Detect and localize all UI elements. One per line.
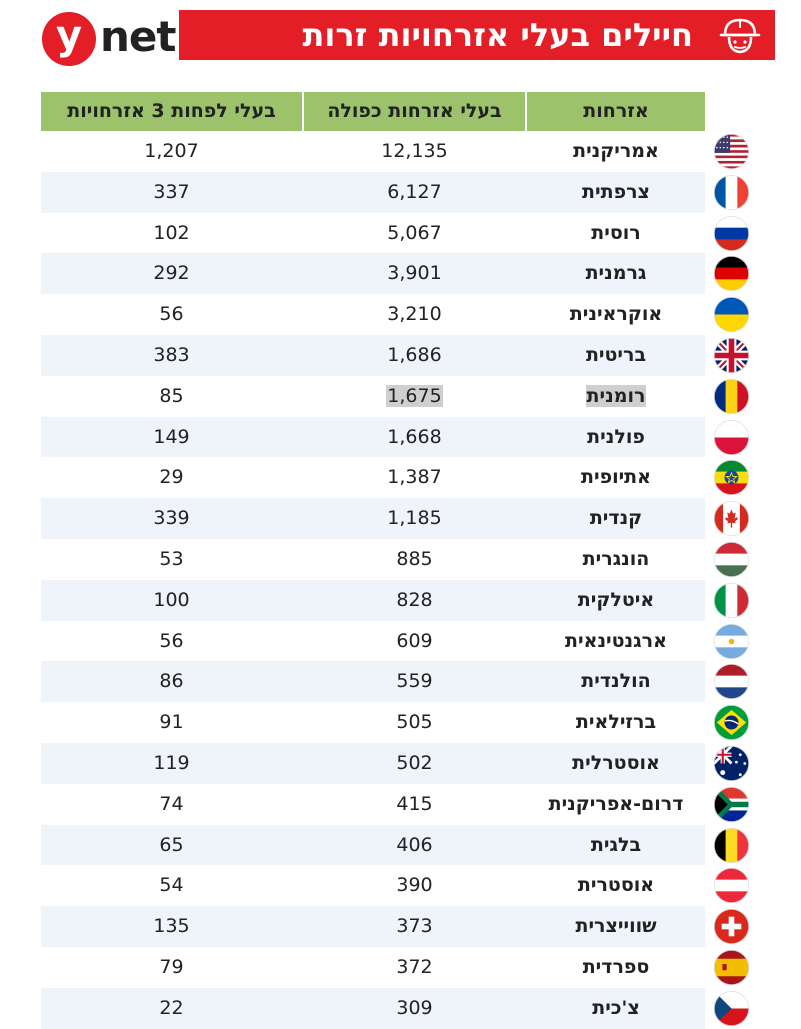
cell-dual-value: 885 (396, 547, 433, 570)
cell-dual-value: 406 (396, 833, 433, 856)
table-row (41, 661, 759, 702)
cell-citizenship-value: דרום-אפריקנית (548, 792, 684, 815)
table-row (41, 743, 759, 784)
table-body (41, 131, 759, 1029)
cell-dual-value: 1,668 (387, 425, 442, 448)
cell-dual (304, 947, 525, 988)
flag-germany-icon (714, 256, 749, 291)
cell-citizenship-value: רומנית (586, 384, 646, 407)
cell-three-plus: 29 (159, 466, 184, 489)
flag-argentina-icon (714, 624, 749, 659)
table-row (41, 335, 759, 376)
table-row (41, 253, 759, 294)
table-row (41, 580, 759, 621)
cell-citizenship (527, 906, 705, 947)
cell-citizenship-value: צ'כית (592, 996, 640, 1019)
cell-dual-value: 1,185 (387, 507, 442, 530)
cell-three-plus: 100 (153, 588, 190, 611)
flag-ukraine-icon (714, 297, 749, 332)
cell-dual-value: 6,127 (387, 180, 442, 203)
flag-ethiopia-icon (714, 460, 749, 495)
cell-dual (304, 906, 525, 947)
header-three-plus-citizenships: בעלי לפחות 3 אזרחויות (41, 92, 302, 131)
flag-canada-icon (714, 501, 749, 536)
cell-three-plus: 56 (159, 303, 184, 326)
title-banner (179, 10, 775, 60)
ynet-logo[interactable] (40, 6, 176, 68)
cell-three-plus: 1,207 (144, 140, 199, 162)
cell-citizenship (527, 988, 705, 1029)
cell-citizenship-value: ספרדית (582, 955, 650, 978)
cell-citizenship (527, 702, 705, 743)
cell-citizenship (527, 172, 705, 213)
cell-dual (304, 580, 525, 621)
cell-citizenship (527, 661, 705, 702)
cell-citizenship-value: שווייצרית (575, 915, 657, 938)
flag-netherlands-icon (714, 664, 749, 699)
cell-citizenship (527, 253, 705, 294)
flag-belgium-icon (714, 828, 749, 863)
cell-citizenship (527, 825, 705, 866)
cell-dual-value: 505 (396, 711, 433, 734)
cell-three-plus: 119 (153, 751, 190, 774)
cell-dual (304, 376, 525, 417)
cell-dual (304, 865, 525, 906)
cell-dual (304, 457, 525, 498)
table-row (41, 906, 759, 947)
flag-czech-icon (714, 991, 749, 1026)
cell-dual (304, 253, 525, 294)
cell-three-plus: 383 (153, 343, 190, 366)
cell-dual-value: 12,135 (381, 140, 448, 162)
cell-three-plus: 135 (153, 915, 190, 938)
cell-citizenship (527, 335, 705, 376)
cell-citizenship (527, 865, 705, 906)
cell-dual (304, 784, 525, 825)
cell-citizenship (527, 621, 705, 662)
table-row (41, 213, 759, 254)
table-row (41, 539, 759, 580)
flag-poland-icon (714, 420, 749, 455)
cell-citizenship-value: אוסטרלית (572, 751, 660, 774)
table-row (41, 621, 759, 662)
flag-austria-icon (714, 868, 749, 903)
cell-three-plus: 56 (159, 629, 184, 652)
flag-south-africa-icon (714, 787, 749, 822)
table-row (41, 702, 759, 743)
cell-dual (304, 131, 525, 172)
cell-three-plus: 53 (159, 547, 184, 570)
cell-dual (304, 294, 525, 335)
cell-citizenship (527, 457, 705, 498)
cell-citizenship (527, 539, 705, 580)
cell-three-plus: 65 (159, 833, 184, 856)
flag-spain-icon (714, 950, 749, 985)
cell-dual-value: 609 (396, 629, 433, 652)
cell-citizenship (527, 131, 705, 172)
cell-citizenship (527, 376, 705, 417)
cell-dual-value: 1,675 (387, 384, 442, 407)
cell-three-plus: 337 (153, 180, 190, 203)
logo-net: net (100, 12, 176, 61)
cell-citizenship (527, 784, 705, 825)
cell-dual-value: 1,387 (387, 466, 442, 489)
cell-dual-value: 5,067 (387, 221, 442, 244)
soldier-helmet-icon (719, 15, 761, 55)
cell-dual (304, 702, 525, 743)
table-row (41, 947, 759, 988)
cell-three-plus: 91 (159, 711, 184, 734)
header-citizenship: אזרחות (527, 92, 705, 131)
table-row (41, 172, 759, 213)
cell-citizenship-value: אוקראינית (569, 303, 663, 326)
cell-citizenship-value: אתיופית (581, 466, 651, 489)
cell-dual (304, 539, 525, 580)
cell-citizenship (527, 294, 705, 335)
table-row (41, 498, 759, 539)
cell-dual (304, 335, 525, 376)
cell-three-plus: 79 (159, 955, 184, 978)
cell-citizenship-value: פולנית (587, 425, 645, 448)
cell-three-plus: 54 (159, 874, 184, 897)
cell-citizenship (527, 213, 705, 254)
table-row (41, 784, 759, 825)
cell-citizenship (527, 417, 705, 458)
table-row (41, 294, 759, 335)
cell-dual-value: 828 (396, 588, 433, 611)
cell-citizenship (527, 743, 705, 784)
table-row (41, 865, 759, 906)
cell-dual-value: 415 (396, 792, 433, 815)
cell-citizenship-value: אמריקנית (573, 140, 659, 162)
flag-hungary-icon (714, 542, 749, 577)
cell-dual-value: 3,210 (387, 303, 442, 326)
cell-three-plus: 74 (159, 792, 184, 815)
flag-france-icon (714, 175, 749, 210)
flag-italy-icon (714, 583, 749, 618)
cell-citizenship-value: הולנדית (581, 670, 651, 693)
cell-dual (304, 743, 525, 784)
table-row (41, 376, 759, 417)
cell-dual-value: 373 (396, 915, 433, 938)
flag-romania-icon (714, 379, 749, 414)
cell-three-plus: 86 (159, 670, 184, 693)
flag-usa-icon (714, 134, 749, 169)
cell-citizenship-value: בריטית (585, 343, 647, 366)
cell-dual (304, 172, 525, 213)
flag-switzerland-icon (714, 909, 749, 944)
flag-uk-icon (714, 338, 749, 373)
table-row (41, 825, 759, 866)
table-row (41, 417, 759, 458)
flag-australia-icon (714, 746, 749, 781)
table-row (41, 131, 759, 172)
cell-dual-value: 309 (396, 996, 433, 1019)
flag-russia-icon (714, 216, 749, 251)
cell-three-plus: 339 (153, 507, 190, 530)
cell-three-plus: 102 (153, 221, 190, 244)
cell-dual-value: 502 (396, 751, 433, 774)
cell-dual (304, 825, 525, 866)
cell-dual-value: 390 (396, 874, 433, 897)
cell-citizenship-value: קנדית (589, 507, 643, 530)
cell-dual (304, 988, 525, 1029)
cell-citizenship-value: בלגית (590, 833, 642, 856)
table-row (41, 457, 759, 498)
logo-y: y (42, 12, 96, 66)
cell-citizenship (527, 498, 705, 539)
cell-dual (304, 417, 525, 458)
cell-citizenship-value: איטלקית (577, 588, 655, 611)
cell-dual-value: 1,686 (387, 343, 442, 366)
citizenship-table (41, 92, 759, 1029)
cell-dual (304, 498, 525, 539)
cell-dual-value: 3,901 (387, 262, 442, 285)
cell-citizenship-value: ברזילאית (575, 711, 657, 734)
cell-citizenship-value: הונגרית (582, 547, 650, 570)
cell-citizenship-value: ארגנטינאית (565, 629, 667, 652)
cell-citizenship-value: גרמנית (585, 262, 647, 285)
cell-dual-value: 372 (396, 955, 433, 978)
cell-three-plus: 22 (159, 996, 184, 1019)
page-title: חיילים בעלי אזרחויות זרות (302, 16, 693, 54)
cell-dual (304, 661, 525, 702)
cell-dual (304, 213, 525, 254)
table-header-row (41, 92, 759, 131)
cell-dual (304, 621, 525, 662)
cell-citizenship-value: צרפתית (582, 180, 650, 203)
cell-three-plus: 292 (153, 262, 190, 285)
cell-citizenship-value: אוסטרית (577, 874, 655, 897)
cell-citizenship-value: רוסית (591, 221, 641, 244)
header-dual-citizenship: בעלי אזרחות כפולה (304, 92, 525, 131)
cell-three-plus: 85 (159, 384, 184, 407)
flag-brazil-icon (714, 705, 749, 740)
cell-three-plus: 149 (153, 425, 190, 448)
cell-citizenship (527, 580, 705, 621)
cell-dual-value: 559 (396, 670, 433, 693)
table-row (41, 988, 759, 1029)
cell-citizenship (527, 947, 705, 988)
